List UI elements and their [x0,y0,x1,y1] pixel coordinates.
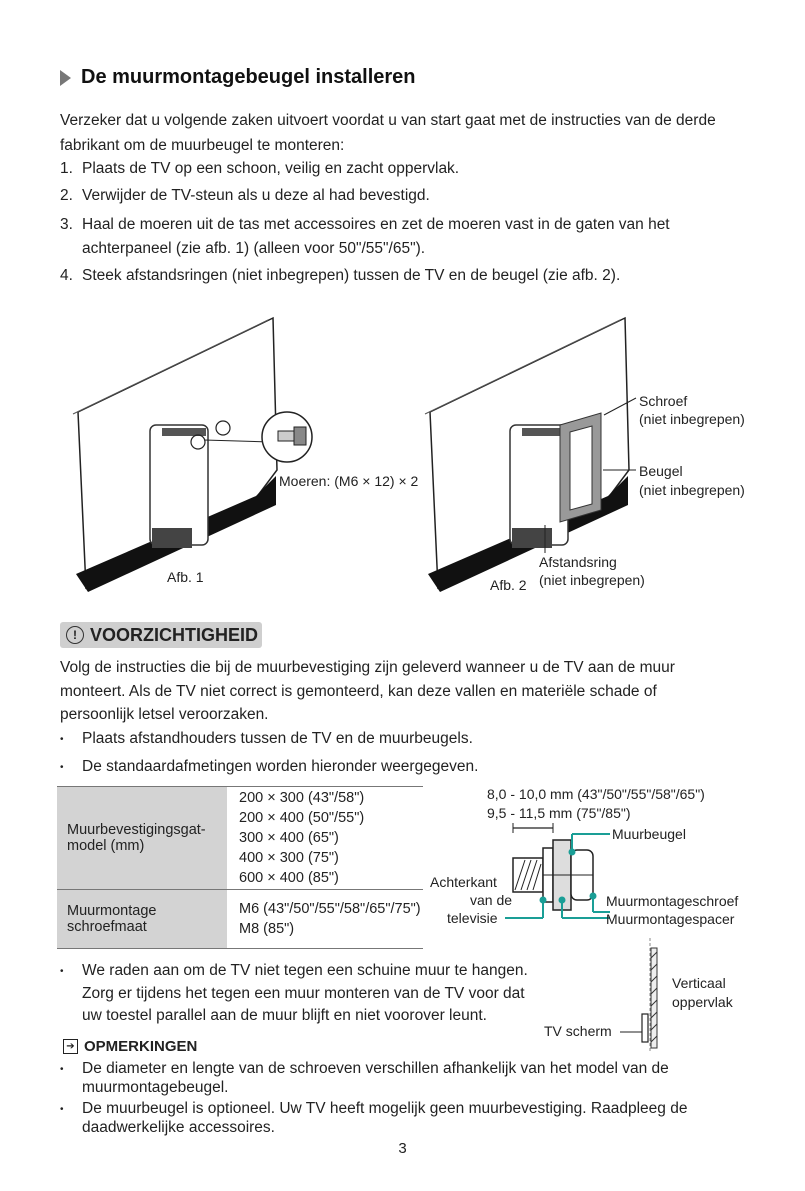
page-number: 3 [398,1140,407,1157]
caution-title: VOORZICHTIGHEID [90,624,259,645]
fig2-bracket-note: (niet inbegrepen) [639,482,745,498]
wall-parallel-diagram [620,938,665,1053]
tilt-text-line: Zorg er tijdens het tegen een muur monteren van de TV voor dat [82,985,525,1002]
caution-header [60,622,262,648]
notes-title: OPMERKINGEN [84,1038,198,1055]
caution-text-line: monteert. Als de TV niet correct is gemonteerd, kan deze vallen en materiële schade of [60,683,657,700]
label-tv-screen: TV scherm [544,1023,612,1039]
fig2-screw-label: Schroef [639,393,688,409]
label-tv-back-2: van de [470,892,513,908]
notes-header [63,1038,197,1055]
table-label-cell: Muurbevestigingsgat- model (mm) [57,787,227,890]
label-vertical-surface-2: oppervlak [672,994,733,1010]
screw-dim-2: 9,5 - 11,5 mm (75"/85") [487,805,631,821]
table-row [57,890,423,949]
table-value-cell: M6 (43"/50"/55"/58"/65"/75") M8 (85") [227,890,423,949]
label-tv-back-3: televisie [447,910,498,926]
page-title: De muurmontagebeugel installeren [81,66,416,88]
bullet-dot: • [60,734,64,745]
note-line: muurmontagebeugel. [82,1079,229,1096]
step-3-continued: achterpaneel (zie afb. 1) (alleen voor 50"/55"/65"). [82,240,426,257]
fig1-caption: Afb. 1 [167,569,204,585]
note-line: daadwerkelijke accessoires. [82,1119,275,1136]
step-3: 3. Haal de moeren uit de tas met accessoires en zet de moeren vast in de gaten van het [60,216,670,233]
label-mount-spacer: Muurmontagespacer [606,911,735,927]
arrow-box-icon: ➔ [63,1039,78,1054]
fig2-screw-note: (niet inbegrepen) [639,411,745,427]
caution-text-line: persoonlijk letsel veroorzaken. [60,706,269,723]
bullet-dot: • [60,762,64,773]
bullet-dot: • [60,966,64,977]
caution-bullet: Plaats afstandhouders tussen de TV en de muurbeugels. [82,730,473,747]
figure-1-tv-back [73,318,312,592]
intro-paragraph: Verzeker dat u volgende zaken uitvoert voordat u van start gaat met de instructies van de derde fabrikant om de muurbeugel te monteren: [60,112,716,154]
bullet-dot: • [60,1064,64,1075]
section-heading [60,66,416,89]
fig2-bracket-label: Beugel [639,463,683,479]
screw-dim-1: 8,0 - 10,0 mm (43"/50"/55"/58"/65") [487,786,705,802]
tilt-text-line: uw toestel parallel aan de muur blijft en niet voorover leunt. [82,1007,487,1024]
step-2: 2. Verwijder de TV-steun als u deze al had bevestigd. [60,187,430,204]
label-mount-screw: Muurmontageschroef [606,893,739,909]
step-4: 4. Steek afstandsringen (niet inbegrepen) tussen de TV en de beugel (zie afb. 2). [60,267,621,284]
figure-2-tv-back [425,318,636,592]
tilt-text-line: We raden aan om de TV niet tegen een schuine muur te hangen. [82,962,528,979]
table-label-cell: Muurmontage schroefmaat [57,890,227,949]
spec-table [57,786,423,949]
fig1-nut-label: Moeren: (M6 × 12) × 2 [279,473,419,489]
fig2-spacer-label: Afstandsring [539,554,617,570]
caution-text-line: Volg de instructies die bij de muurbevestiging zijn geleverd wanneer u de TV aan de muur [60,659,675,676]
screw-cross-section [505,820,610,920]
step-1: 1. Plaats de TV op een schoon, veilig en zacht oppervlak. [60,160,460,177]
table-value-cell: 200 × 300 (43"/58") 200 × 400 (50"/55") 300 × 400 (65") 400 × 300 (75") 600 × 400 (85") [227,787,423,890]
exclamation-circle-icon: ! [66,626,84,644]
label-tv-back-1: Achterkant [430,874,497,890]
table-row [57,787,423,890]
label-vertical-surface: Verticaal [672,975,726,991]
note-line: De diameter en lengte van de schroeven verschillen afhankelijk van het model van de [82,1060,669,1077]
mounting-figures [0,300,805,610]
fig2-caption: Afb. 2 [490,577,527,593]
fig2-spacer-note: (niet inbegrepen) [539,572,645,588]
note-line: De muurbeugel is optioneel. Uw TV heeft mogelijk geen muurbevestiging. Raadpleeg de [82,1100,688,1117]
caution-bullet: De standaardafmetingen worden hieronder weergegeven. [82,758,479,775]
label-wall-bracket: Muurbeugel [612,826,686,842]
triangle-bullet-icon [60,70,71,86]
bullet-dot: • [60,1104,64,1115]
